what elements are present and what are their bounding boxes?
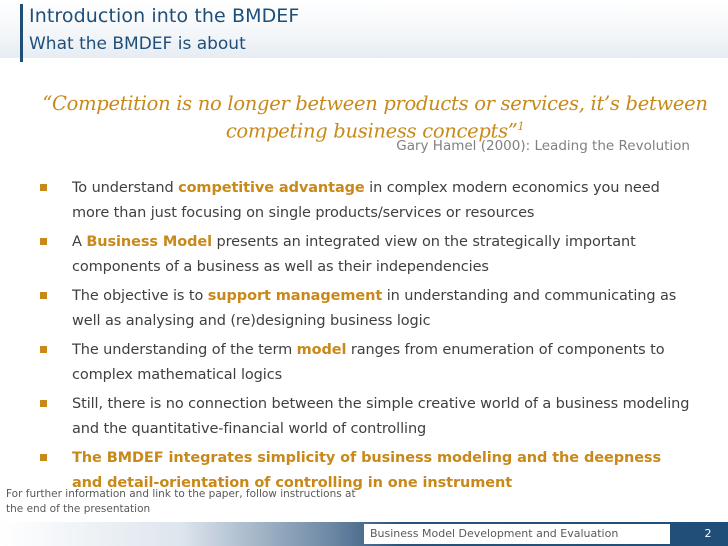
bullet-text <box>72 230 690 279</box>
slide-subtitle: What the BMDEF is about <box>29 34 246 54</box>
bullet-text <box>72 338 690 387</box>
bullet-text-part: ranges from enumeration of components to complex mathematical logics <box>72 342 665 383</box>
bullet-item <box>40 392 690 441</box>
bullet-highlight: Business Model <box>86 234 212 250</box>
page-number: 2 <box>704 527 712 540</box>
bullet-text-part: A <box>72 234 87 250</box>
footer-text: Business Model Development and Evaluation <box>364 524 670 544</box>
bullet-text-part: To understand <box>72 180 179 196</box>
bullet-text-part: presents an integrated view on the strategically important components of a business as well as their independencies <box>72 234 636 275</box>
bullet-square-icon <box>40 454 47 461</box>
bullet-text <box>72 176 690 225</box>
bullet-text: Still, there is no connection between the simple creative world of a business modeling and the quantitative-financial world of controlling <box>72 396 690 437</box>
bullet-highlight: competitive advantage <box>178 180 365 196</box>
bullet-square-icon <box>40 238 47 245</box>
bullet-item <box>40 230 690 279</box>
bullet-square-icon <box>40 184 47 191</box>
quote-text: “Competition is no longer between products or services, it’s between competing business concepts” <box>42 92 708 143</box>
bullet-text-part: in complex modern economics you need more than just focusing on single products/services or resources <box>72 180 660 221</box>
bullet-highlight: support management <box>207 288 383 304</box>
bullet-list <box>40 176 690 496</box>
quote-footnote-mark: 1 <box>517 120 525 133</box>
bullet-text-part: The understanding of the term <box>72 342 297 358</box>
bullet-item <box>40 284 690 333</box>
bullet-item <box>40 338 690 387</box>
bullet-text <box>72 284 690 333</box>
bullet-highlight: model <box>296 342 347 358</box>
bullet-text-part: in understanding and communicating as well as analysing and (re)designing business logic <box>72 288 677 329</box>
bullet-square-icon <box>40 400 47 407</box>
title-accent-line <box>20 4 23 62</box>
quote-citation: Gary Hamel (2000): Leading the Revolution <box>396 138 690 154</box>
slide-title: Introduction into the BMDEF <box>29 5 300 27</box>
quote <box>40 92 710 143</box>
bullet-item <box>40 176 690 225</box>
bullet-square-icon <box>40 292 47 299</box>
footnote: For further information and link to the paper, follow instructions at the end of the presentation <box>6 488 356 515</box>
bullet-text: The BMDEF integrates simplicity of business modeling and the deepness and detail-orientation of controlling in one instrument <box>72 450 661 491</box>
bullet-text-part: The objective is to <box>72 288 208 304</box>
bullet-square-icon <box>40 346 47 353</box>
